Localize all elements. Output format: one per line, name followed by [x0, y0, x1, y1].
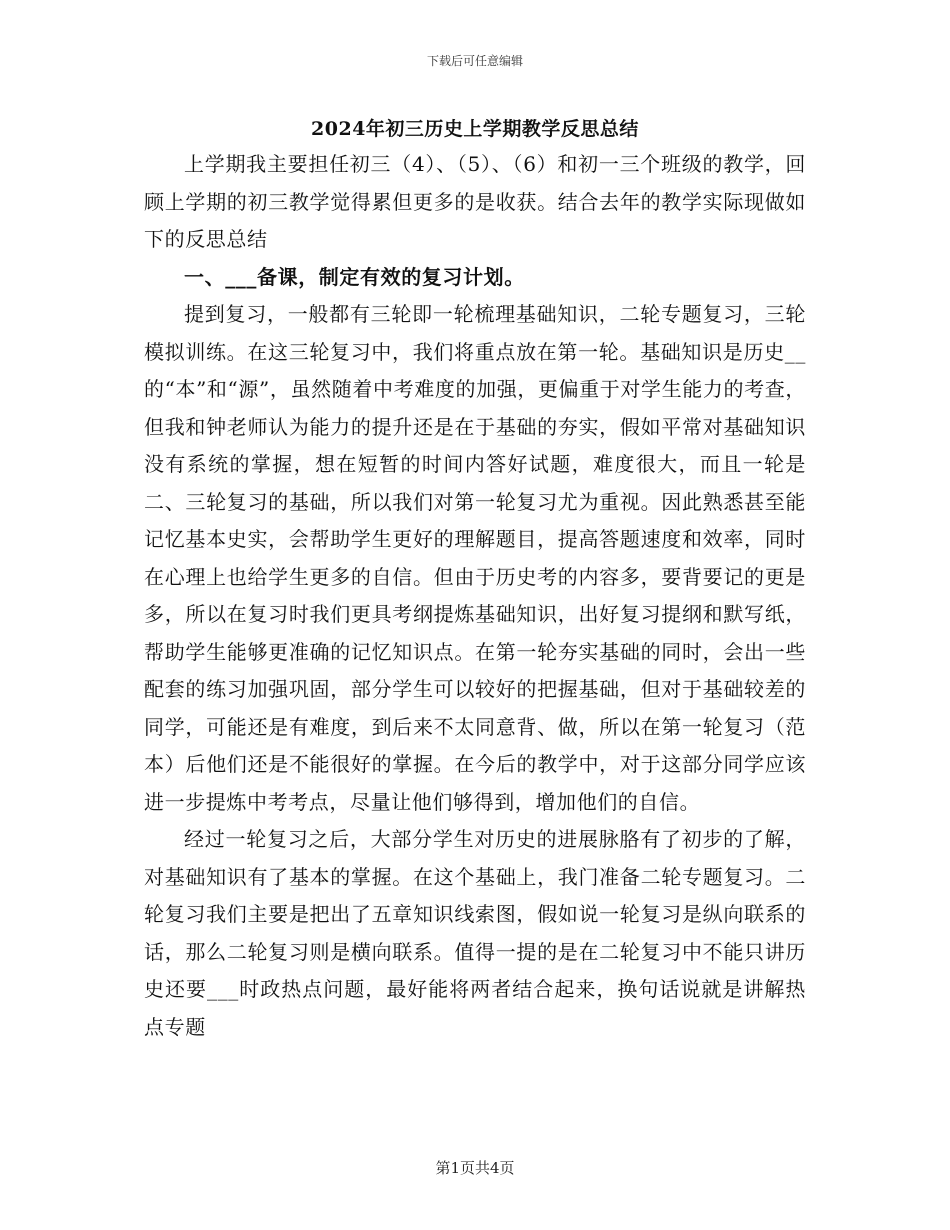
body-paragraph: 经过一轮复习之后，大部分学生对历史的进展脉胳有了初步的了解，对基础知识有了基本的掌握。在这个基础上，我门准备二轮专题复习。二轮复习我们主要是把出了五章知识线索图，假如说一轮复习是纵向联系的话，那么二轮复习则是横向联系。值得一提的是在二轮复习中不能只讲历史还要___时政热点问题，最好能将两者结合起来，换句话说就是讲解热点专题: [144, 827, 806, 1039]
section-heading: 一、___备课，制定有效的复习计划。: [184, 264, 525, 289]
header-note: 下载后可任意编辑: [426, 54, 523, 68]
body-paragraph: 提到复习，一般都有三轮即一轮梳理基础知识，二轮专题复习，三轮模拟训练。在这三轮复习中，我们将重点放在第一轮。基础知识是历史__的“本”和“源”，虽然随着中考难度的加强，更偏重于对学生能力的考查，但我和钟老师认为能力的提升还是在于基础的夯实，假如平常对基础知识没有系统的掌握，想在短暂的时间内答好试题，难度很大，而且一轮是二、三轮复习的基础，所以我们对第一轮复习尤为重视。因此熟悉甚至能记忆基本史实，会帮助学生更好的理解题目，提高答题速度和效率，同时在心理上也给学生更多的自信。但由于历史考的内容多，要背要记的更是多，所以在复习时我们更具考纲提炼基础知识，出好复习提纲和默写纸，帮助学生能够更准确的记忆知识点。在第一轮夯实基础的同时，会出一些配套的练习加强巩固，部分学生可以较好的把握基础，但对于基础较差的同学，可能还是有难度，到后来不太同意背、做，所以在第一轮复习（范本）后他们还是不能很好的掌握。在今后的教学中，对于这部分同学应该进一步提炼中考考点，尽量让他们够得到，增加他们的自信。: [144, 302, 806, 814]
document-body: [144, 146, 806, 1046]
document-title: 2024年初三历史上学期教学反思总结: [311, 118, 639, 140]
page-number: 第1页共4页: [435, 1159, 515, 1177]
intro-paragraph: 上学期我主要担任初三（4）、（5）、（6）和初一三个班级的教学，回顾上学期的初三教学觉得累但更多的是收获。结合去年的教学实际现做如下的反思总结: [144, 152, 806, 251]
